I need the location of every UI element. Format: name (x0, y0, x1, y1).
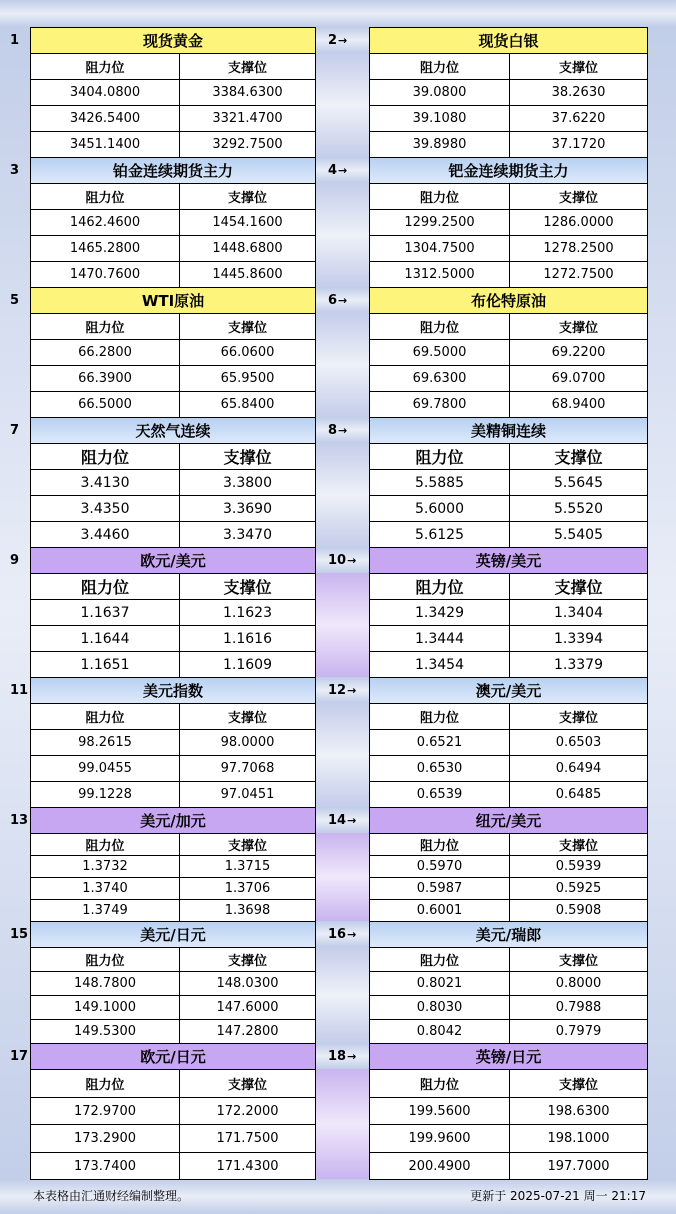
resistance-value: 3.4460 (30, 521, 180, 548)
resistance-value: 3404.0800 (30, 79, 180, 106)
panel-number (328, 1043, 368, 1069)
footer-note: 本表格由汇通财经编制整理。 (33, 1189, 190, 1203)
support-value: 3321.4700 (179, 105, 316, 132)
panel-title: WTI原油 (30, 287, 316, 314)
support-header: 支撑位 (179, 313, 316, 340)
support-value: 1448.6800 (179, 235, 316, 262)
support-value: 0.5908 (509, 899, 648, 922)
resistance-value: 3.4350 (30, 495, 180, 522)
arrow-right-icon: → (347, 813, 357, 827)
middle-lane (316, 573, 369, 677)
support-header: 支撑位 (179, 53, 316, 80)
resistance-value: 1.3740 (30, 877, 180, 900)
panel-title: 纽元/美元 (369, 807, 648, 834)
panel-title: 天然气连续 (30, 417, 316, 444)
support-header: 支撑位 (509, 1069, 648, 1098)
support-value: 38.2630 (509, 79, 648, 106)
panel-title: 钯金连续期货主力 (369, 157, 648, 184)
support-value: 197.7000 (509, 1152, 648, 1180)
resistance-value: 1.3444 (369, 625, 510, 652)
middle-lane (316, 703, 369, 807)
resistance-value: 98.2615 (30, 729, 180, 756)
panel-title: 英镑/美元 (369, 547, 648, 574)
panel-number-text: 3 (10, 162, 20, 178)
resistance-header: 阻力位 (369, 443, 510, 470)
middle-lane (316, 313, 369, 417)
support-header: 支撑位 (179, 183, 316, 210)
support-value: 1454.1600 (179, 209, 316, 236)
panel-number-text: 14 (328, 812, 347, 828)
support-value: 171.7500 (179, 1124, 316, 1153)
panel-title: 现货黄金 (30, 27, 316, 54)
support-value: 3.3800 (179, 469, 316, 496)
panel-number-text: 6 (328, 292, 338, 308)
resistance-value: 39.1080 (369, 105, 510, 132)
resistance-value: 39.0800 (369, 79, 510, 106)
panel-number-text: 15 (10, 926, 29, 942)
resistance-value: 200.4900 (369, 1152, 510, 1180)
support-header: 支撑位 (179, 947, 316, 972)
resistance-value: 1.3454 (369, 651, 510, 678)
resistance-header: 阻力位 (369, 703, 510, 730)
middle-lane (316, 833, 369, 921)
resistance-value: 5.6000 (369, 495, 510, 522)
resistance-header: 阻力位 (30, 443, 180, 470)
resistance-value: 69.5000 (369, 339, 510, 366)
resistance-header: 阻力位 (30, 183, 180, 210)
support-header: 支撑位 (509, 53, 648, 80)
panel-number-text: 12 (328, 682, 347, 698)
support-header: 支撑位 (509, 833, 648, 856)
arrow-right-icon: → (338, 163, 348, 177)
panel-title: 现货白银 (369, 27, 648, 54)
resistance-value: 3426.5400 (30, 105, 180, 132)
support-value: 98.0000 (179, 729, 316, 756)
resistance-value: 1465.2800 (30, 235, 180, 262)
resistance-value: 66.3900 (30, 365, 180, 392)
resistance-value: 66.5000 (30, 391, 180, 418)
resistance-value: 1.1644 (30, 625, 180, 652)
support-value: 147.2800 (179, 1019, 316, 1044)
support-value: 0.8000 (509, 971, 648, 996)
support-header: 支撑位 (509, 183, 648, 210)
support-value: 3.3690 (179, 495, 316, 522)
support-value: 1.3379 (509, 651, 648, 678)
support-value: 0.5925 (509, 877, 648, 900)
support-value: 1272.7500 (509, 261, 648, 288)
panel-number-text: 4 (328, 162, 338, 178)
support-value: 0.7988 (509, 995, 648, 1020)
support-value: 65.9500 (179, 365, 316, 392)
resistance-header: 阻力位 (369, 947, 510, 972)
panel-number (328, 27, 368, 53)
resistance-value: 148.7800 (30, 971, 180, 996)
panel-number-text: 17 (10, 1048, 29, 1064)
support-value: 5.5405 (509, 521, 648, 548)
support-value: 0.5939 (509, 855, 648, 878)
support-value: 3384.6300 (179, 79, 316, 106)
resistance-value: 1470.7600 (30, 261, 180, 288)
resistance-value: 0.6521 (369, 729, 510, 756)
panel-number-text: 8 (328, 422, 338, 438)
arrow-right-icon: → (347, 553, 357, 567)
support-header: 支撑位 (509, 703, 648, 730)
arrow-right-icon: → (347, 683, 357, 697)
resistance-header: 阻力位 (369, 1069, 510, 1098)
resistance-value: 0.6001 (369, 899, 510, 922)
support-header: 支撑位 (509, 947, 648, 972)
support-value: 171.4300 (179, 1152, 316, 1180)
arrow-right-icon: → (347, 927, 357, 941)
panel-title: 美精铜连续 (369, 417, 648, 444)
support-value: 172.2000 (179, 1097, 316, 1125)
middle-lane (316, 183, 369, 287)
resistance-value: 0.5987 (369, 877, 510, 900)
right-stripe (648, 0, 676, 1214)
resistance-value: 39.8980 (369, 131, 510, 158)
support-value: 97.0451 (179, 781, 316, 808)
panel-number (328, 157, 368, 183)
resistance-value: 99.1228 (30, 781, 180, 808)
panel-number (328, 921, 368, 947)
arrow-right-icon: → (338, 423, 348, 437)
resistance-value: 69.6300 (369, 365, 510, 392)
panel-number-text: 16 (328, 926, 347, 942)
resistance-header: 阻力位 (30, 833, 180, 856)
support-value: 5.5645 (509, 469, 648, 496)
resistance-value: 3.4130 (30, 469, 180, 496)
support-value: 1278.2500 (509, 235, 648, 262)
support-value: 147.6000 (179, 995, 316, 1020)
middle-lane (316, 53, 369, 157)
middle-lane (316, 947, 369, 1043)
panel-title: 美元/加元 (30, 807, 316, 834)
footer-updated-time: 更新于 2025-07-21 周一 21:17 (470, 1189, 646, 1203)
support-value: 1.1616 (179, 625, 316, 652)
resistance-value: 0.5970 (369, 855, 510, 878)
panel-number (328, 417, 368, 443)
resistance-value: 1304.7500 (369, 235, 510, 262)
support-value: 37.1720 (509, 131, 648, 158)
panel-number-text: 9 (10, 552, 20, 568)
resistance-value: 1.3749 (30, 899, 180, 922)
support-value: 3292.7500 (179, 131, 316, 158)
support-value: 1.3706 (179, 877, 316, 900)
support-header: 支撑位 (509, 573, 648, 600)
support-value: 1.1623 (179, 599, 316, 626)
support-value: 0.6494 (509, 755, 648, 782)
support-value: 68.9400 (509, 391, 648, 418)
panel-title: 铂金连续期货主力 (30, 157, 316, 184)
panel-title: 澳元/美元 (369, 677, 648, 704)
panel-number-text: 1 (10, 32, 20, 48)
panel-number-text: 7 (10, 422, 20, 438)
resistance-value: 0.6539 (369, 781, 510, 808)
support-value: 5.5520 (509, 495, 648, 522)
support-header: 支撑位 (179, 1069, 316, 1098)
middle-lane (316, 443, 369, 547)
support-value: 198.1000 (509, 1124, 648, 1153)
panel-title: 欧元/美元 (30, 547, 316, 574)
support-value: 66.0600 (179, 339, 316, 366)
resistance-value: 172.9700 (30, 1097, 180, 1125)
support-value: 1445.8600 (179, 261, 316, 288)
support-value: 1.1609 (179, 651, 316, 678)
resistance-value: 5.6125 (369, 521, 510, 548)
resistance-header: 阻力位 (30, 313, 180, 340)
resistance-value: 199.5600 (369, 1097, 510, 1125)
support-value: 37.6220 (509, 105, 648, 132)
resistance-value: 1299.2500 (369, 209, 510, 236)
panel-title: 美元指数 (30, 677, 316, 704)
resistance-header: 阻力位 (30, 947, 180, 972)
support-value: 1.3404 (509, 599, 648, 626)
resistance-value: 99.0455 (30, 755, 180, 782)
arrow-right-icon: → (338, 33, 348, 47)
resistance-header: 阻力位 (30, 703, 180, 730)
support-value: 65.8400 (179, 391, 316, 418)
panel-title: 美元/瑞郎 (369, 921, 648, 948)
support-header: 支撑位 (179, 443, 316, 470)
support-value: 1.3715 (179, 855, 316, 878)
panel-number (328, 677, 368, 703)
support-value: 0.6485 (509, 781, 648, 808)
resistance-value: 0.8021 (369, 971, 510, 996)
support-header: 支撑位 (179, 703, 316, 730)
resistance-value: 3451.1400 (30, 131, 180, 158)
panel-number-text: 11 (10, 682, 29, 698)
support-value: 0.7979 (509, 1019, 648, 1044)
support-header: 支撑位 (509, 313, 648, 340)
resistance-value: 1.1651 (30, 651, 180, 678)
panel-number (328, 547, 368, 573)
resistance-value: 0.8042 (369, 1019, 510, 1044)
resistance-header: 阻力位 (369, 573, 510, 600)
resistance-value: 5.5885 (369, 469, 510, 496)
resistance-header: 阻力位 (369, 53, 510, 80)
resistance-value: 173.2900 (30, 1124, 180, 1153)
panel-number (328, 807, 368, 833)
panel-title: 欧元/日元 (30, 1043, 316, 1070)
support-value: 69.2200 (509, 339, 648, 366)
support-value: 1.3394 (509, 625, 648, 652)
resistance-value: 149.5300 (30, 1019, 180, 1044)
resistance-value: 1.3429 (369, 599, 510, 626)
middle-lane (316, 1069, 369, 1179)
panel-number (328, 287, 368, 313)
support-header: 支撑位 (509, 443, 648, 470)
resistance-value: 1312.5000 (369, 261, 510, 288)
arrow-right-icon: → (347, 1049, 357, 1063)
support-value: 0.6503 (509, 729, 648, 756)
support-value: 69.0700 (509, 365, 648, 392)
resistance-value: 1.1637 (30, 599, 180, 626)
arrow-right-icon: → (338, 293, 348, 307)
support-value: 148.0300 (179, 971, 316, 996)
support-value: 1.3698 (179, 899, 316, 922)
panel-number-text: 13 (10, 812, 29, 828)
resistance-header: 阻力位 (369, 833, 510, 856)
resistance-value: 66.2800 (30, 339, 180, 366)
resistance-value: 149.1000 (30, 995, 180, 1020)
panel-number-text: 2 (328, 32, 338, 48)
resistance-value: 1.3732 (30, 855, 180, 878)
resistance-header: 阻力位 (30, 1069, 180, 1098)
panel-title: 英镑/日元 (369, 1043, 648, 1070)
resistance-value: 0.8030 (369, 995, 510, 1020)
resistance-header: 阻力位 (30, 53, 180, 80)
resistance-header: 阻力位 (30, 573, 180, 600)
resistance-value: 69.7800 (369, 391, 510, 418)
support-value: 3.3470 (179, 521, 316, 548)
resistance-header: 阻力位 (369, 313, 510, 340)
support-value: 1286.0000 (509, 209, 648, 236)
support-value: 198.6300 (509, 1097, 648, 1125)
panel-title: 布伦特原油 (369, 287, 648, 314)
support-value: 97.7068 (179, 755, 316, 782)
panel-number-text: 10 (328, 552, 347, 568)
top-band (0, 0, 676, 27)
resistance-value: 173.7400 (30, 1152, 180, 1180)
resistance-value: 1462.4600 (30, 209, 180, 236)
panel-number-text: 18 (328, 1048, 347, 1064)
support-header: 支撑位 (179, 833, 316, 856)
support-header: 支撑位 (179, 573, 316, 600)
panel-number-text: 5 (10, 292, 20, 308)
panel-title: 美元/日元 (30, 921, 316, 948)
resistance-value: 199.9600 (369, 1124, 510, 1153)
resistance-header: 阻力位 (369, 183, 510, 210)
resistance-value: 0.6530 (369, 755, 510, 782)
